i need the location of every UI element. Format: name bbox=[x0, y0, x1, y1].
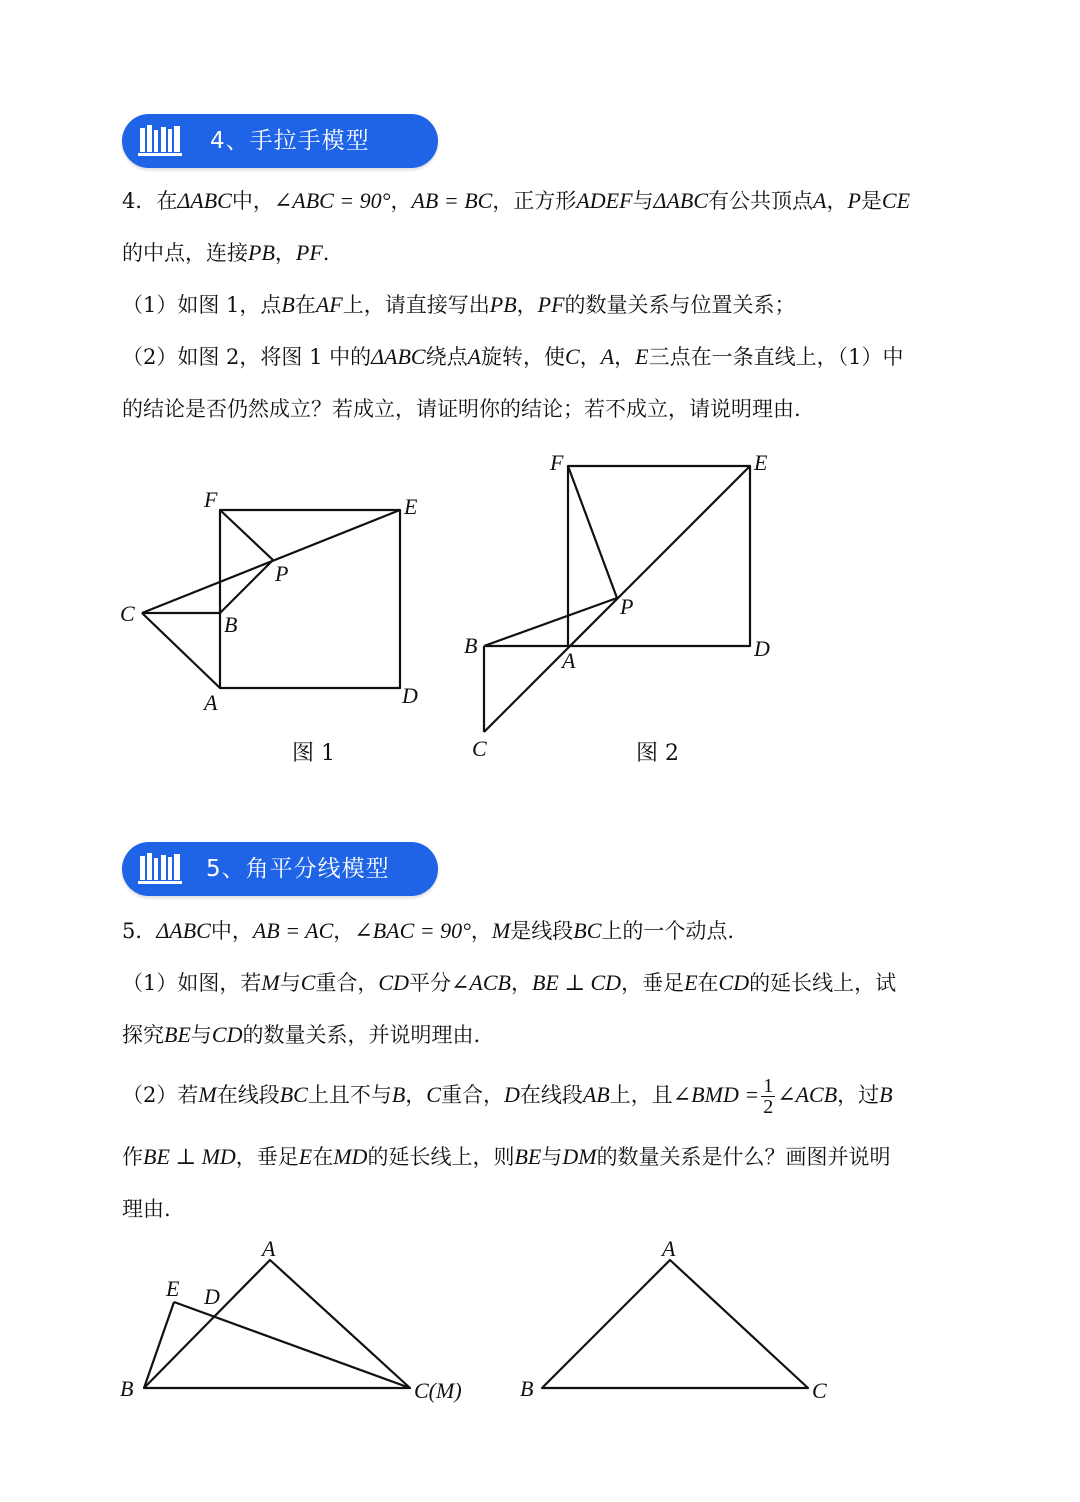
label-c: C bbox=[812, 1378, 827, 1403]
label-e: E bbox=[404, 494, 418, 519]
label-b: B bbox=[464, 633, 478, 658]
s5-line6: 理由. bbox=[122, 1197, 171, 1221]
triangle-abc bbox=[144, 1260, 410, 1388]
label-a: A bbox=[262, 1236, 276, 1261]
label-cm: C(M) bbox=[414, 1378, 462, 1403]
figure-1 bbox=[100, 470, 440, 780]
section4-title: 4、手拉手模型 bbox=[210, 128, 370, 154]
label-c: C bbox=[472, 736, 487, 761]
segment-bp bbox=[220, 560, 273, 613]
section5-title: 5、角平分线模型 bbox=[206, 856, 390, 882]
segment-fp bbox=[220, 510, 273, 560]
label-e: E bbox=[166, 1276, 180, 1301]
section4-banner bbox=[122, 114, 438, 168]
figure-3 bbox=[110, 1232, 490, 1422]
label-a: A bbox=[662, 1236, 676, 1261]
label-d: D bbox=[754, 636, 770, 661]
section5-banner bbox=[122, 842, 438, 896]
figure-2-caption: 图 2 bbox=[636, 741, 679, 766]
label-f: F bbox=[550, 450, 564, 475]
fraction-one-half: $\frac{1}{2}$ bbox=[763, 1075, 774, 1118]
segment-be bbox=[144, 1302, 174, 1388]
label-c: C bbox=[120, 601, 135, 626]
bookshelf-icon bbox=[138, 124, 184, 158]
label-f: F bbox=[204, 487, 218, 512]
label-a: A bbox=[562, 648, 576, 673]
segment-fp bbox=[568, 466, 617, 598]
label-a: A bbox=[204, 690, 218, 715]
s5-line1: 5．ΔABC中，AB = AC，∠BAC = 90°，M是线段BC上的一个动点. bbox=[122, 918, 735, 943]
bookshelf-icon bbox=[138, 852, 184, 886]
segment-ec bbox=[174, 1302, 410, 1388]
s4-line1: 4．在ΔABC中，∠ABC = 90°，AB = BC，正方形ADEF与ΔABC有公共顶点A，P是CE bbox=[122, 188, 911, 213]
s4-line4: （2）如图 2，将图 1 中的ΔABC绕点A旋转，使C，A，E三点在一条直线上，（1）中 bbox=[122, 344, 904, 369]
s5-line3: 探究BE与CD的数量关系，并说明理由. bbox=[122, 1022, 481, 1047]
label-d: D bbox=[204, 1284, 220, 1309]
s4-line3: （1）如图 1，点B在AF上，请直接写出PB，PF的数量关系与位置关系； bbox=[122, 292, 796, 317]
label-b: B bbox=[520, 1376, 534, 1401]
label-b: B bbox=[120, 1376, 134, 1401]
s4-line2: 的中点，连接PB，PF. bbox=[122, 240, 330, 265]
segment-ca bbox=[142, 613, 220, 688]
label-b: B bbox=[224, 612, 238, 637]
figure-1-caption: 图 1 bbox=[292, 741, 335, 766]
label-p: P bbox=[620, 594, 634, 619]
figure-4 bbox=[510, 1232, 850, 1422]
s5-line5: 作BE ⊥ MD，垂足E在MD的延长线上，则BE与DM的数量关系是什么？画图并说明 bbox=[122, 1144, 891, 1169]
triangle-abc bbox=[542, 1260, 808, 1388]
label-p: P bbox=[275, 561, 289, 586]
s4-line5: 的结论是否仍然成立？若成立，请证明你的结论；若不成立，请说明理由. bbox=[122, 397, 801, 421]
label-d: D bbox=[402, 683, 418, 708]
s5-line4: （2）若M在线段BC上且不与B，C重合，D在线段AB上，且∠BMD = $\frac{1}{2}$ ∠ACB，过B bbox=[122, 1075, 893, 1118]
label-e: E bbox=[754, 450, 768, 475]
s5-line2: （1）如图，若M与C重合，CD平分∠ACB，BE ⊥ CD，垂足E在CD的延长线上，试 bbox=[122, 970, 897, 995]
segment-bp bbox=[484, 598, 617, 646]
figure-2 bbox=[450, 446, 790, 776]
